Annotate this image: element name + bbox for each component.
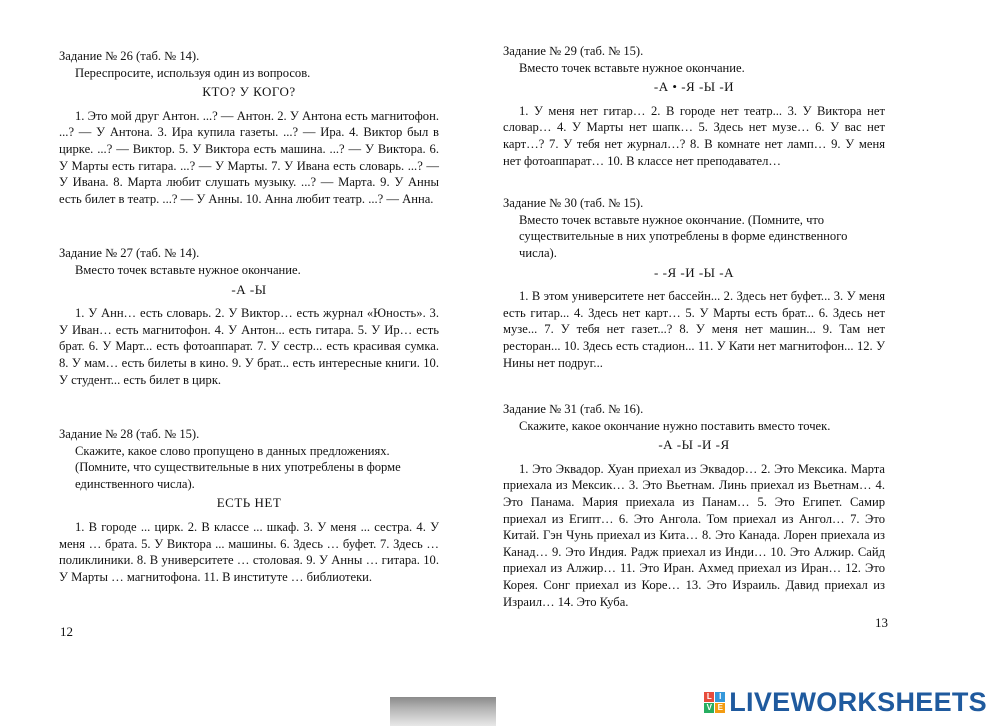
logo-letter: E [715, 703, 725, 713]
task-instruction: Скажите, какое окончание нужно поставить вместо точек. [519, 418, 831, 433]
task-body: 1. У меня нет гитар… 2. В городе нет театр... 3. У Виктора нет словар… 4. У Марты нет шапк… 5. Здесь нет музе… 6. У вас нет карт…? 7. У тебя нет журнал…? 8. В комнате нет ламп… 9. У меня нет фотоаппарат… 10. В классе нет преподавател… [503, 103, 885, 168]
task-30 [503, 195, 885, 371]
liveworksheets-logo-icon [704, 692, 725, 713]
task-heading: Задание № 27 (таб. № 14). [59, 246, 200, 261]
task-instruction: Вместо точек вставьте нужное окончание. [519, 60, 745, 75]
task-options: - -Я -И -Ы -А [654, 264, 734, 280]
page-number-left: 12 [60, 624, 73, 639]
task-instruction: Скажите, какое слово пропущено в данных предложениях. (Помните, что существительные в них употреблены в форме единственного числа). [75, 443, 401, 491]
task-instruction: Переспросите, используя один из вопросов. [75, 65, 311, 80]
task-heading: Задание № 31 (таб. № 16). [503, 402, 644, 417]
right-page-column [503, 43, 885, 610]
task-instruction: Вместо точек вставьте нужное окончание. [75, 262, 301, 277]
page-number-right: 13 [875, 615, 888, 630]
task-29 [503, 43, 885, 169]
task-heading: Задание № 26 (таб. № 14). [59, 49, 200, 63]
page-bottom-strip [390, 697, 496, 726]
task-27 [59, 245, 439, 388]
task-26 [59, 48, 439, 207]
task-options: -А -Ы [231, 281, 267, 297]
task-options: КТО? У КОГО? [202, 84, 296, 100]
left-page-column [59, 48, 439, 585]
task-body: 1. В городе ... цирк. 2. В классе ... шкаф. 3. У меня ... сестра. 4. У меня … брата. 5. У Виктора ... машины. 6. Здесь … буфет. 7. Здесь … поликлиники. 8. В университете … столовая. 9. У Анны … гитара. 10. У Марты … магнитофона. 11. В институте … библиотеки. [59, 520, 439, 584]
task-options: -А -Ы -И -Я [658, 437, 730, 453]
task-body: 1. В этом университете нет бассейн... 2. Здесь нет буфет... 3. У меня есть гитар... 4. Здесь нет карт… 5. У Марты есть брат... 6. Здесь нет музе... 7. У тебя нет газет...? 8. У меня нет машин... 9. Там нет ресторан... 10. Здесь есть стадион... 11. У Кати нет магнитофон... 12. У Нины нет подруг... [503, 289, 885, 370]
logo-letter: I [715, 692, 725, 702]
task-28 [59, 426, 439, 585]
task-heading: Задание № 28 (таб. № 15). [59, 427, 200, 442]
task-heading: Задание № 29 (таб. № 15). [503, 44, 644, 58]
task-instruction: Вместо точек вставьте нужное окончание. (Помните, что существительные в них употреблены в форме единственного числа). [519, 212, 848, 260]
logo-letter: V [704, 703, 714, 713]
task-31 [503, 401, 885, 610]
task-heading: Задание № 30 (таб. № 15). [503, 196, 644, 211]
logo-letter: L [704, 692, 714, 702]
task-body: 1. У Анн… есть словарь. 2. У Виктор… есть журнал «Юность». 3. У Иван… есть магнитофон. 4. У Антон... есть гитара. 5. У Ир… есть брат. 6. У Март... есть фотоаппарат. 7. У сестр... есть красивая сумка. 8. У мам… есть билеты в кино. 9. У брат... есть интересные книги. 10. У студент... есть билет в цирк. [59, 306, 439, 387]
liveworksheets-brand [704, 688, 987, 716]
task-options: -А • -Я -Ы -И [653, 79, 735, 95]
task-options: ЕСТЬ НЕТ [216, 495, 282, 511]
brand-text: LIVEWORKSHEETS [729, 686, 987, 717]
task-body: 1. Это Эквадор. Хуан приехал из Эквадор… 2. Это Мексика. Марта приехала из Мексик… 3. Это Вьетнам. Линь приехал из Вьетнам… 4. Это Панама. Мария приехала из Панам… 5. Это Египет. Самир приехал из Египт… 6. Это Ангола. Том приехал из Ангол… 7. Это Китай. Гэн Чунь приехал из Кита… 8. Это Канада. Лорен приехала из Канад… 9. Это Индия. Радж приехал из Инди… 10. Это Алжир. Сайд приехал из Алжир… 11. Это Иран. Ахмед приехал из Иран… 12. Это Корея. Сонг приехал из Коре… 13. Это Израиль. Давид приехал из Израил… 14. Это Куба. [503, 461, 885, 609]
task-body: 1. Это мой друг Антон. ...? — Антон. 2. У Антона есть магнитофон. ...? — У Антона. 3. Ира купила газеты. ...? — Ира. 4. Виктор был в цирке. ...? — Виктор. 5. У Виктора есть машина. ...? — У Виктора. 6. У Марты есть гитара. ...? — У Марты. 7. У Ивана есть словарь. ...? — У Ивана. 8. Марта любит слушать музыку. ...? — Марта. 9. У Анны есть билет в театр. ...? — У Анны. 10. Анна любит театр. ...? — Анна. [59, 108, 439, 206]
